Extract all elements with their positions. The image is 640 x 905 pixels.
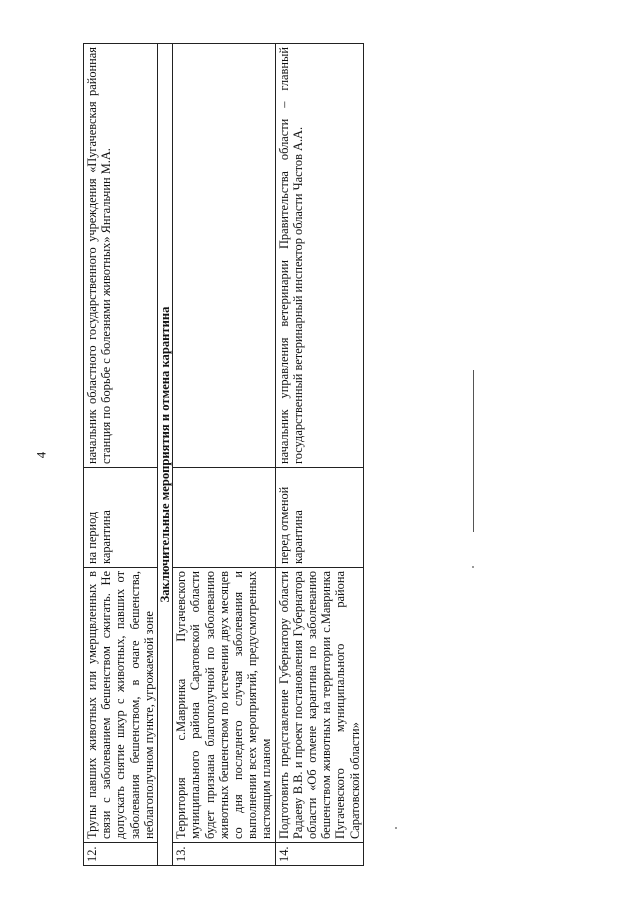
term-text [173, 468, 275, 568]
table-row [84, 44, 158, 866]
scan-artifact-dot [395, 827, 397, 829]
rotated-table-wrapper [83, 44, 362, 866]
measure-text: Территория с.Мавринка Пугачевского муниципального района Саратовской области будет признана благополучной по заболеванию животных бешенством по истечении двух месяцев со дня последнего случая заболевания и выполнении всех мероприятий, предусмотренных настоящим планом [173, 568, 275, 843]
term-text: на период карантина [84, 468, 158, 568]
responsible-text: начальник управления ветеринарии Правительства области – главный государственный ветеринарный инспектор области Частов А.А. [275, 44, 363, 468]
term-text: перед отменой карантина [275, 468, 363, 568]
table-row [275, 44, 363, 866]
page-number: 4 [33, 451, 49, 459]
section-row [158, 44, 173, 866]
scan-artifact-line [473, 370, 474, 532]
measure-text: Трупы павших животных или умерщвленных в связи с заболеванием бешенством сжигать. Не допускать снятие шкур с животных, павших от заболевания бешенством, в очаге бешенства, неблагополучном пункте, угрожаемой зоне [84, 568, 158, 843]
section-heading: Заключительные мероприятия и отмена карантина [158, 44, 173, 866]
responsible-text: начальник областного государственного учреждения «Пугачевская районная станция по борьбе с болезнями животных» Янгальчин М.А. [84, 44, 158, 468]
row-number: 14. [275, 843, 363, 866]
responsible-text [173, 44, 275, 468]
row-number: 12. [84, 843, 158, 866]
measures-table [83, 43, 364, 866]
measure-text: Подготовить представление Губернатору области Радаеву В.В. и проект постановления Губернатора области «Об отмене карантина по заболеванию бешенством животных на территории с.Мавринка Пугачевского муниципального района Саратовской области» [275, 568, 363, 843]
scan-artifact-dot [472, 566, 474, 568]
table-row [173, 44, 275, 866]
row-number: 13. [173, 843, 275, 866]
